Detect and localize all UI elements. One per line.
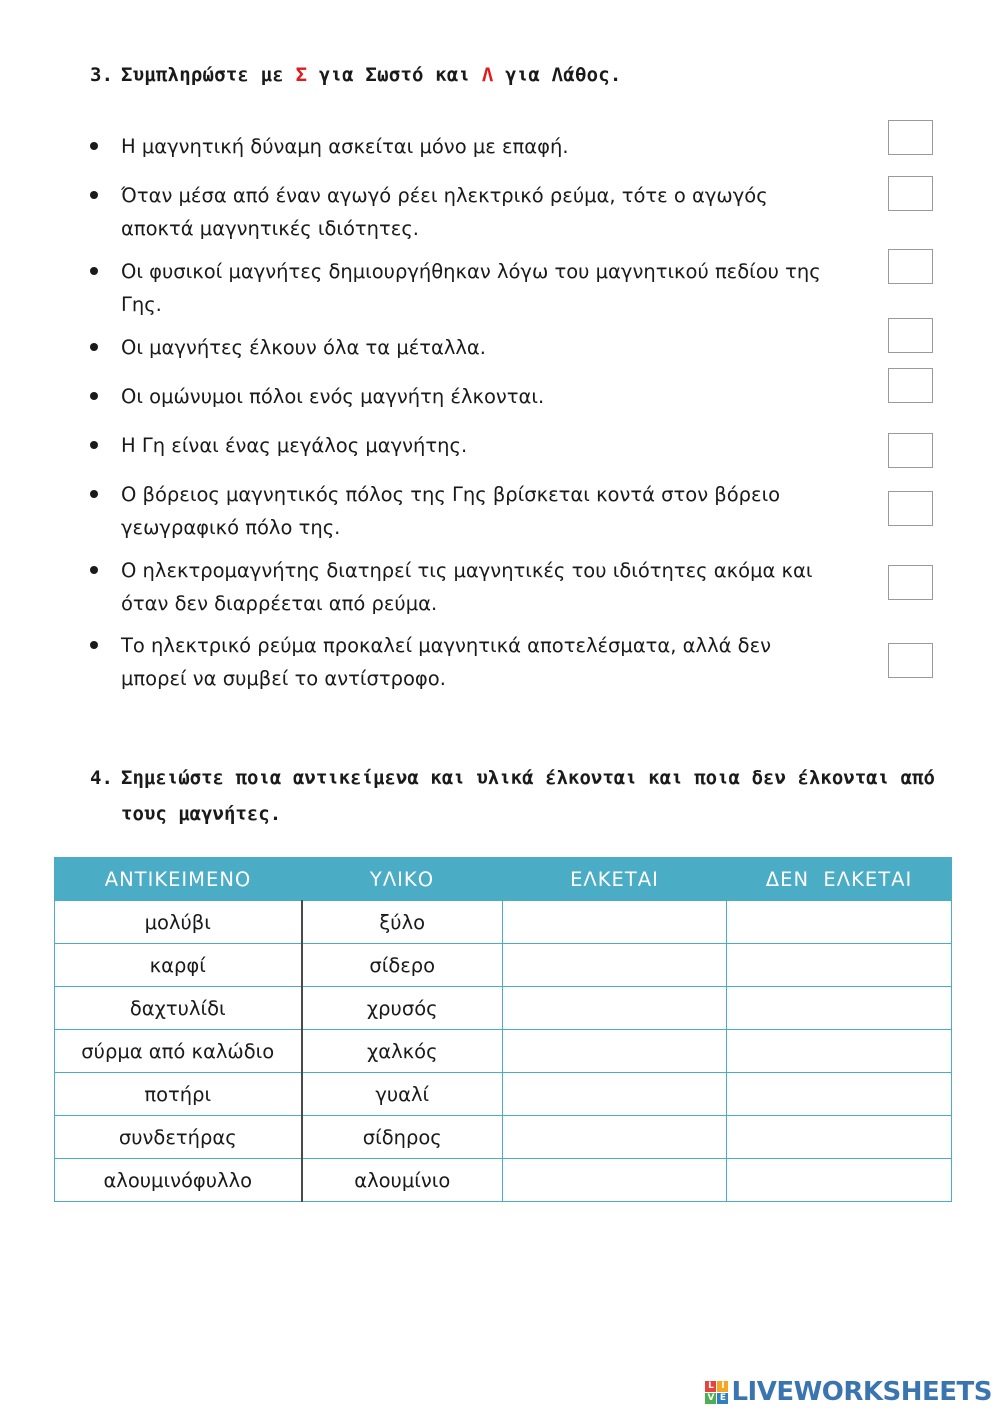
header-material: ΥΛΙΚΟ [302,858,503,901]
statement-6 [90,429,830,462]
statement-text: Οι φυσικοί μαγνήτες δημιουργήθηκαν λόγω του μαγνητικού πεδίου της Γης. [121,260,821,316]
table-header-row [55,858,952,901]
bullet-icon [90,641,98,649]
not-attracted-cell[interactable] [727,1073,952,1116]
question-4-title [90,760,935,832]
statement-text: Όταν μέσα από έναν αγωγό ρέει ηλεκτρικό ρεύμα, τότε ο αγωγός αποκτά μαγνητικές ιδιότητες. [121,184,768,240]
attracted-cell[interactable] [503,1030,727,1073]
table-row [55,987,952,1030]
bullet-icon [90,267,98,275]
bullet-icon [90,142,98,150]
title-part: για Λάθος. [493,64,622,86]
statement-5 [90,380,830,413]
object-cell: δαχτυλίδι [55,987,302,1030]
statement-text: Η Γη είναι ένας μεγάλος μαγνήτης. [121,434,468,457]
not-attracted-cell[interactable] [727,1030,952,1073]
table-row [55,901,952,944]
statement-text: Οι ομώνυμοι πόλοι ενός μαγνήτη έλκονται. [121,385,545,408]
not-attracted-cell[interactable] [727,901,952,944]
attracted-cell[interactable] [503,1159,727,1202]
object-cell: σύρμα από καλώδιο [55,1030,302,1073]
materials-table [54,857,952,1202]
object-cell: συνδετήρας [55,1116,302,1159]
statement-2 [90,179,830,245]
question-4-text: Σημειώστε ποια αντικείμενα και υλικά έλκονται και ποια δεν έλκονται από τους μαγνήτες. [121,767,935,825]
material-cell: σίδερο [302,944,503,987]
title-part: για Σωστό και [307,64,482,86]
answer-box-8[interactable] [888,565,933,600]
not-attracted-cell[interactable] [727,987,952,1030]
not-attracted-cell[interactable] [727,1116,952,1159]
title-part: Συμπληρώστε με [121,64,296,86]
statement-8 [90,554,830,620]
attracted-cell[interactable] [503,1073,727,1116]
answer-box-3[interactable] [888,249,933,284]
attracted-cell[interactable] [503,987,727,1030]
attracted-cell[interactable] [503,944,727,987]
statement-1 [90,130,830,163]
bullet-icon [90,441,98,449]
correct-symbol: Σ [295,64,308,86]
logo-mark-icon [705,1381,728,1404]
header-attracted: ΕΛΚΕΤΑΙ [503,858,727,901]
table-row [55,1073,952,1116]
answer-box-2[interactable] [888,176,933,211]
logo-letter: L [705,1381,716,1392]
statement-3 [90,255,830,321]
object-cell: καρφί [55,944,302,987]
answer-box-6[interactable] [888,433,933,468]
answer-box-4[interactable] [888,318,933,353]
material-cell: γυαλί [302,1073,503,1116]
material-cell: σίδηρος [302,1116,503,1159]
question-3-title [90,64,622,86]
material-cell: χαλκός [302,1030,503,1073]
question-3-number: 3. [90,64,114,86]
statement-text: Ο βόρειος μαγνητικός πόλος της Γης βρίσκεται κοντά στον βόρειο γεωγραφικό πόλο της. [121,483,781,539]
statement-7 [90,478,830,544]
table-row [55,1116,952,1159]
logo-letter: E [717,1393,728,1404]
header-object: ΑΝΤΙΚΕΙΜΕΝΟ [55,858,302,901]
question-4-number: 4. [90,767,113,789]
statement-text: Η μαγνητική δύναμη ασκείται μόνο με επαφή. [121,135,569,158]
bullet-icon [90,566,98,574]
statement-4 [90,331,830,364]
logo-text: LIVEWORKSHEETS [731,1377,992,1407]
wrong-symbol: Λ [481,64,494,86]
statement-text: Ο ηλεκτρομαγνήτης διατηρεί τις μαγνητικές του ιδιότητες ακόμα και όταν δεν διαρρέεται από ρεύμα. [121,559,813,615]
object-cell: ποτήρι [55,1073,302,1116]
table-row [55,1159,952,1202]
material-cell: ξύλο [302,901,503,944]
answer-box-5[interactable] [888,368,933,403]
not-attracted-cell[interactable] [727,1159,952,1202]
table-row [55,944,952,987]
bullet-icon [90,343,98,351]
bullet-icon [90,392,98,400]
answer-box-1[interactable] [888,120,933,155]
answer-box-7[interactable] [888,491,933,526]
liveworksheets-logo[interactable] [705,1374,992,1410]
statement-text: Το ηλεκτρικό ρεύμα προκαλεί μαγνητικά αποτελέσματα, αλλά δεν μπορεί να συμβεί το αντίστροφο. [121,634,772,690]
not-attracted-cell[interactable] [727,944,952,987]
material-cell: αλουμίνιο [302,1159,503,1202]
bullet-icon [90,191,98,199]
object-cell: αλουμινόφυλλο [55,1159,302,1202]
statement-text: Οι μαγνήτες έλκουν όλα τα μέταλλα. [121,336,486,359]
header-not-attracted: ΔΕΝ ΕΛΚΕΤΑΙ [727,858,952,901]
table-row [55,1030,952,1073]
attracted-cell[interactable] [503,901,727,944]
statement-9 [90,629,830,695]
logo-letter: I [717,1381,728,1392]
logo-letter: V [705,1393,716,1404]
attracted-cell[interactable] [503,1116,727,1159]
answer-box-9[interactable] [888,643,933,678]
bullet-icon [90,490,98,498]
material-cell: χρυσός [302,987,503,1030]
object-cell: μολύβι [55,901,302,944]
